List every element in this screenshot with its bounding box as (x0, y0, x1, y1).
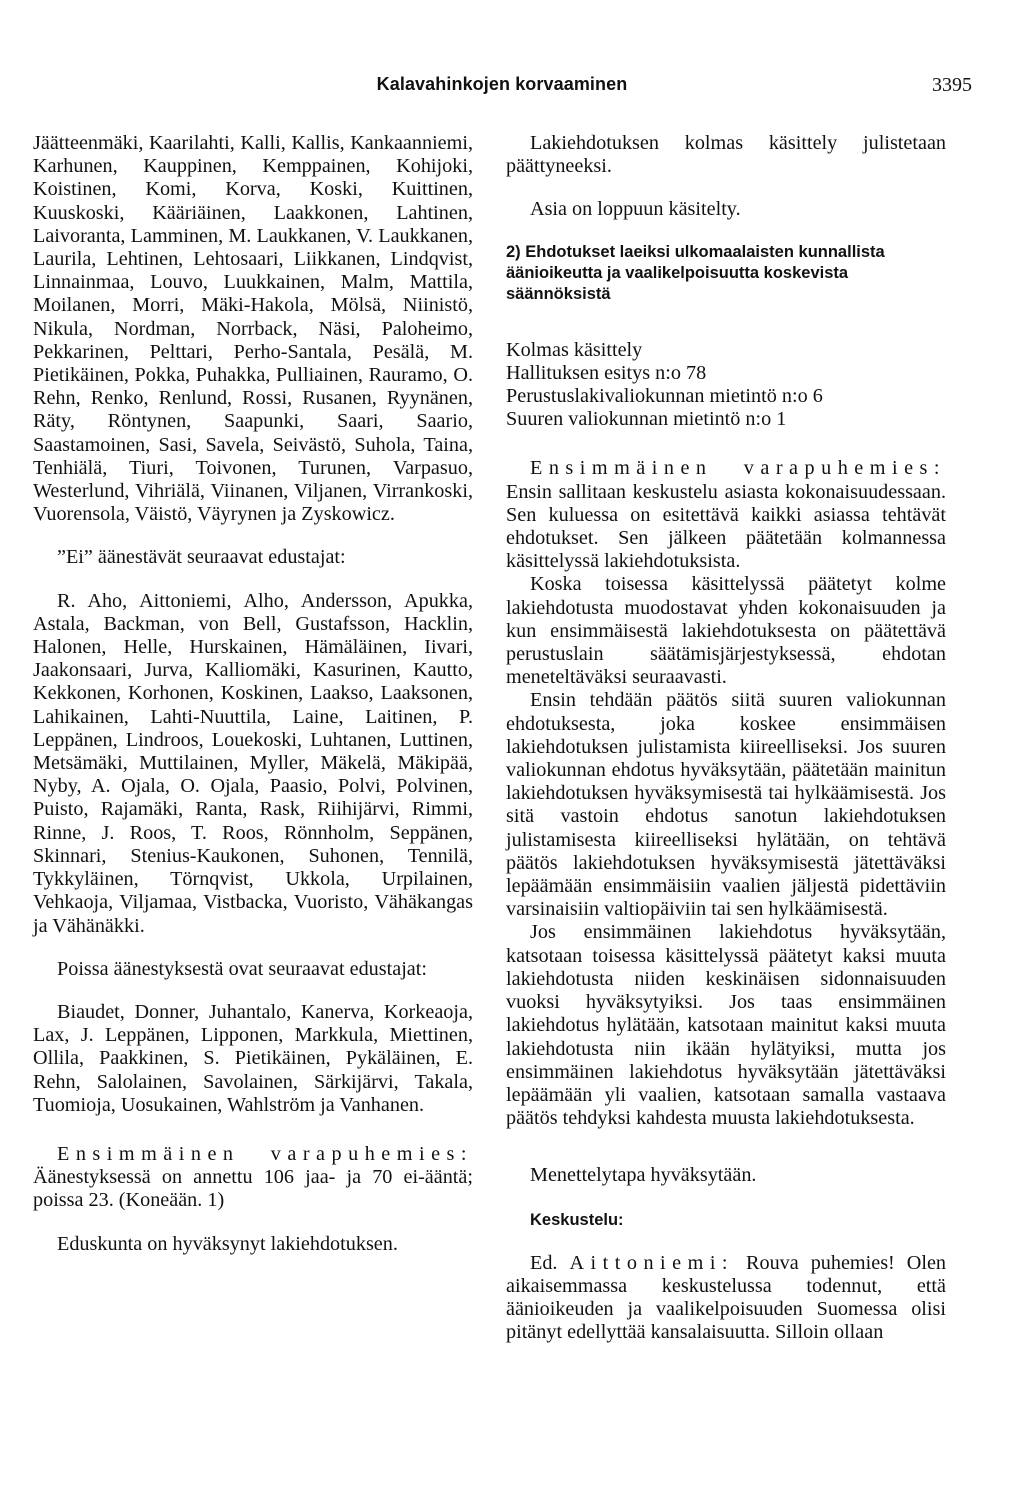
third-reading-done: Lakiehdotuksen kolmas käsittely julistetaan päättyneeksi. (506, 132, 946, 178)
speech-prefix: Ed. (530, 1251, 558, 1274)
vote-result: Äänestyksessä on annettu 106 jaa- ja 70 ei-ääntä; poissa 23. (Koneään. 1) (33, 1166, 473, 1212)
discussion-label-line (506, 1208, 946, 1232)
procedure-approved: Menettelytapa hyväksytään. (530, 1164, 757, 1187)
paragraph-3: Ensin tehdään päätös siitä suuren valiokunnan ehdotuksesta, joka koskee ensimmäisen lakiehdotuksen julistamista kiireelliseksi. Jos suuren valiokunnan ehdotus hyväksytään, päätetään mainitun lakiehdotuksen hyväksymisestä tai hylkäämisestä. Jos sitä vastoin ehdotus sanotun lakiehdotuksen julistamisesta kiireelliseksi hylätään, on tehtävä päätös lakiehdotuksen hyväksymisestä jätettäväksi lepäämään ensimmäisiin vaalien jäljestä pidettäviin varsinaisiin valtiopäiviin tai sen hylkäämisestä. (506, 689, 946, 921)
speaker-statement (506, 457, 946, 573)
left-column (33, 132, 473, 1256)
paragraph-4: Jos ensimmäinen lakiehdotus hyväksytään, katsotaan toisessa käsittelyssä päätetyt kaksi muuta lakiehdotusta niiden keskinäisen sidonnaisuuden vuoksi hyväksytyiksi. Jos taas ensimmäinen lakiehdotus hylätään, katsotaan mainitut kaksi muuta lakiehdotusta niin ikään hylätyiksi, mutta jos ensimmäinen lakiehdotus hyväksytään jätettäväksi lepäämään yli vaalien, katsotaan samalla vastaava päätös tehdyksi kahdesta muusta lakiehdotuksesta. (506, 921, 946, 1130)
running-title: Kalavahinkojen korvaaminen (376, 74, 628, 94)
reading-type: Kolmas käsittely (506, 338, 643, 361)
item-references (506, 339, 946, 432)
absent-list: Biaudet, Donner, Juhantalo, Kanerva, Korkeaoja, Lax, J. Leppänen, Lipponen, Markkula, Miettinen, Ollila, Paakkinen, S. Pietikäinen, Pykäläinen, E. Rehn, Salolainen, Savolainen, Särkijärvi, Takala, Tuomioja, Uosukainen, Wahlström ja Vanhanen. (33, 1000, 473, 1116)
speaker-label: Ensimmäinen varapuhemies: (57, 1142, 473, 1165)
committee-report-1: Perustuslakivaliokunnan mietintö n:o 6 (506, 385, 823, 408)
page-header (32, 74, 972, 100)
matter-closed: Asia on loppuun käsitelty. (530, 198, 741, 221)
no-voters-intro: ”Ei” äänestävät seuraavat edustajat: (57, 546, 346, 569)
speech (506, 1252, 946, 1345)
right-column (506, 132, 946, 1345)
yes-voters-list-end: Jäätteenmäki, Kaarilahti, Kalli, Kallis, Kankaanniemi, Karhunen, Kauppinen, Kemppainen, Kohijoki, Koistinen, Komi, Korva, Koski, Kuittinen, Kuuskoski, Kääriäinen, Laakkonen, Lahtinen, Laivoranta, Lamminen, M. Laukkanen, V. Laukkanen, Laurila, Lehtinen, Lehtosaari, Liikkanen, Lindqvist, Linnainmaa, Louvo, Luukkainen, Malm, Mattila, Moilanen, Morri, Mäki-Hakola, Mölsä, Niinistö, Nikula, Nordman, Norrback, Näsi, Paloheimo, Pekkarinen, Pelttari, Perho-Santala, Pesälä, M. Pietikäinen, Pokka, Puhakka, Pulliainen, Rauramo, O. Rehn, Renko, Renlund, Rossi, Rusanen, Ryynänen, Räty, Röntynen, Saapunki, Saari, Saario, Saastamoinen, Sasi, Savela, Seivästö, Suhola, Taina, Tenhiälä, Tiuri, Toivonen, Turunen, Varpasuo, Westerlund, Vihriälä, Viinanen, Viljanen, Virrankoski, Vuorensola, Väistö, Väyrynen ja Zyskowicz. (33, 132, 473, 526)
page-number: 3395 (932, 74, 972, 96)
conclusion: Eduskunta on hyväksynyt lakiehdotuksen. (57, 1232, 398, 1255)
speaker-label: Ensimmäinen varapuhemies: (530, 457, 946, 480)
speaker-statement (33, 1143, 473, 1213)
committee-report-2: Suuren valiokunnan mietintö n:o 1 (506, 408, 787, 431)
item-heading: 2) Ehdotukset laeiksi ulkomaalaisten kunnallista äänioikeutta ja vaalikelpoisuutta koskevista säännöksistä (506, 242, 885, 303)
absent-intro: Poissa äänestyksestä ovat seuraavat edustajat: (57, 957, 427, 980)
speech-text: Rouva puhemies! Olen aikaisemmassa keskustelussa todennut, että äänioikeuden ja vaalikelpoisuuden Suomessa olisi pitänyt edellyttää kansalaisuutta. Silloin ollaan (506, 1251, 946, 1344)
paragraph-2: Koska toisessa käsittelyssä päätetyt kolme lakiehdotusta muodostavat yhden kokonaisuuden ja kun ensimmäisestä lakiehdotuksesta on päätettävä perustuslain säätämisjärjestyksessä, ehdotan meneteltäväksi seuraavasti. (506, 573, 946, 689)
discussion-label: Keskustelu: (530, 1210, 624, 1229)
speaker-text: Ensin sallitaan keskustelu asiasta kokonaisuudessaan. Sen kuluessa on esitettävä kaikki asiassa tehtävät ehdotukset. Sen jälkeen päätetään kolmannessa käsittelyssä lakiehdotuksista. (506, 480, 946, 573)
government-bill: Hallituksen esitys n:o 78 (506, 361, 707, 384)
no-voters-list: R. Aho, Aittoniemi, Alho, Andersson, Apukka, Astala, Backman, von Bell, Gustafsson, Hacklin, Halonen, Helle, Hurskainen, Hämäläinen, Iivari, Jaakonsaari, Jurva, Kalliomäki, Kasurinen, Kautto, Kekkonen, Korhonen, Koskinen, Laakso, Laaksonen, Lahikainen, Lahti-Nuuttila, Laine, Laitinen, P. Leppänen, Lindroos, Louekoski, Luhtanen, Luttinen, Metsämäki, Muttilainen, Myller, Mäkelä, Mäkipää, Nyby, A. Ojala, O. Ojala, Paasio, Polvi, Polvinen, Puisto, Rajamäki, Ranta, Rask, Riihijärvi, Rimmi, Rinne, J. Roos, T. Roos, Rönnholm, Seppänen, Skinnari, Stenius-Kaukonen, Suhonen, Tennilä, Tykkyläinen, Törnqvist, Ukkola, Urpilainen, Vehkaoja, Viljamaa, Vistbacka, Vuoristo, Vähäkangas ja Vähänäkki. (33, 589, 473, 937)
speech-speaker-name: Aittoniemi: (569, 1251, 735, 1274)
